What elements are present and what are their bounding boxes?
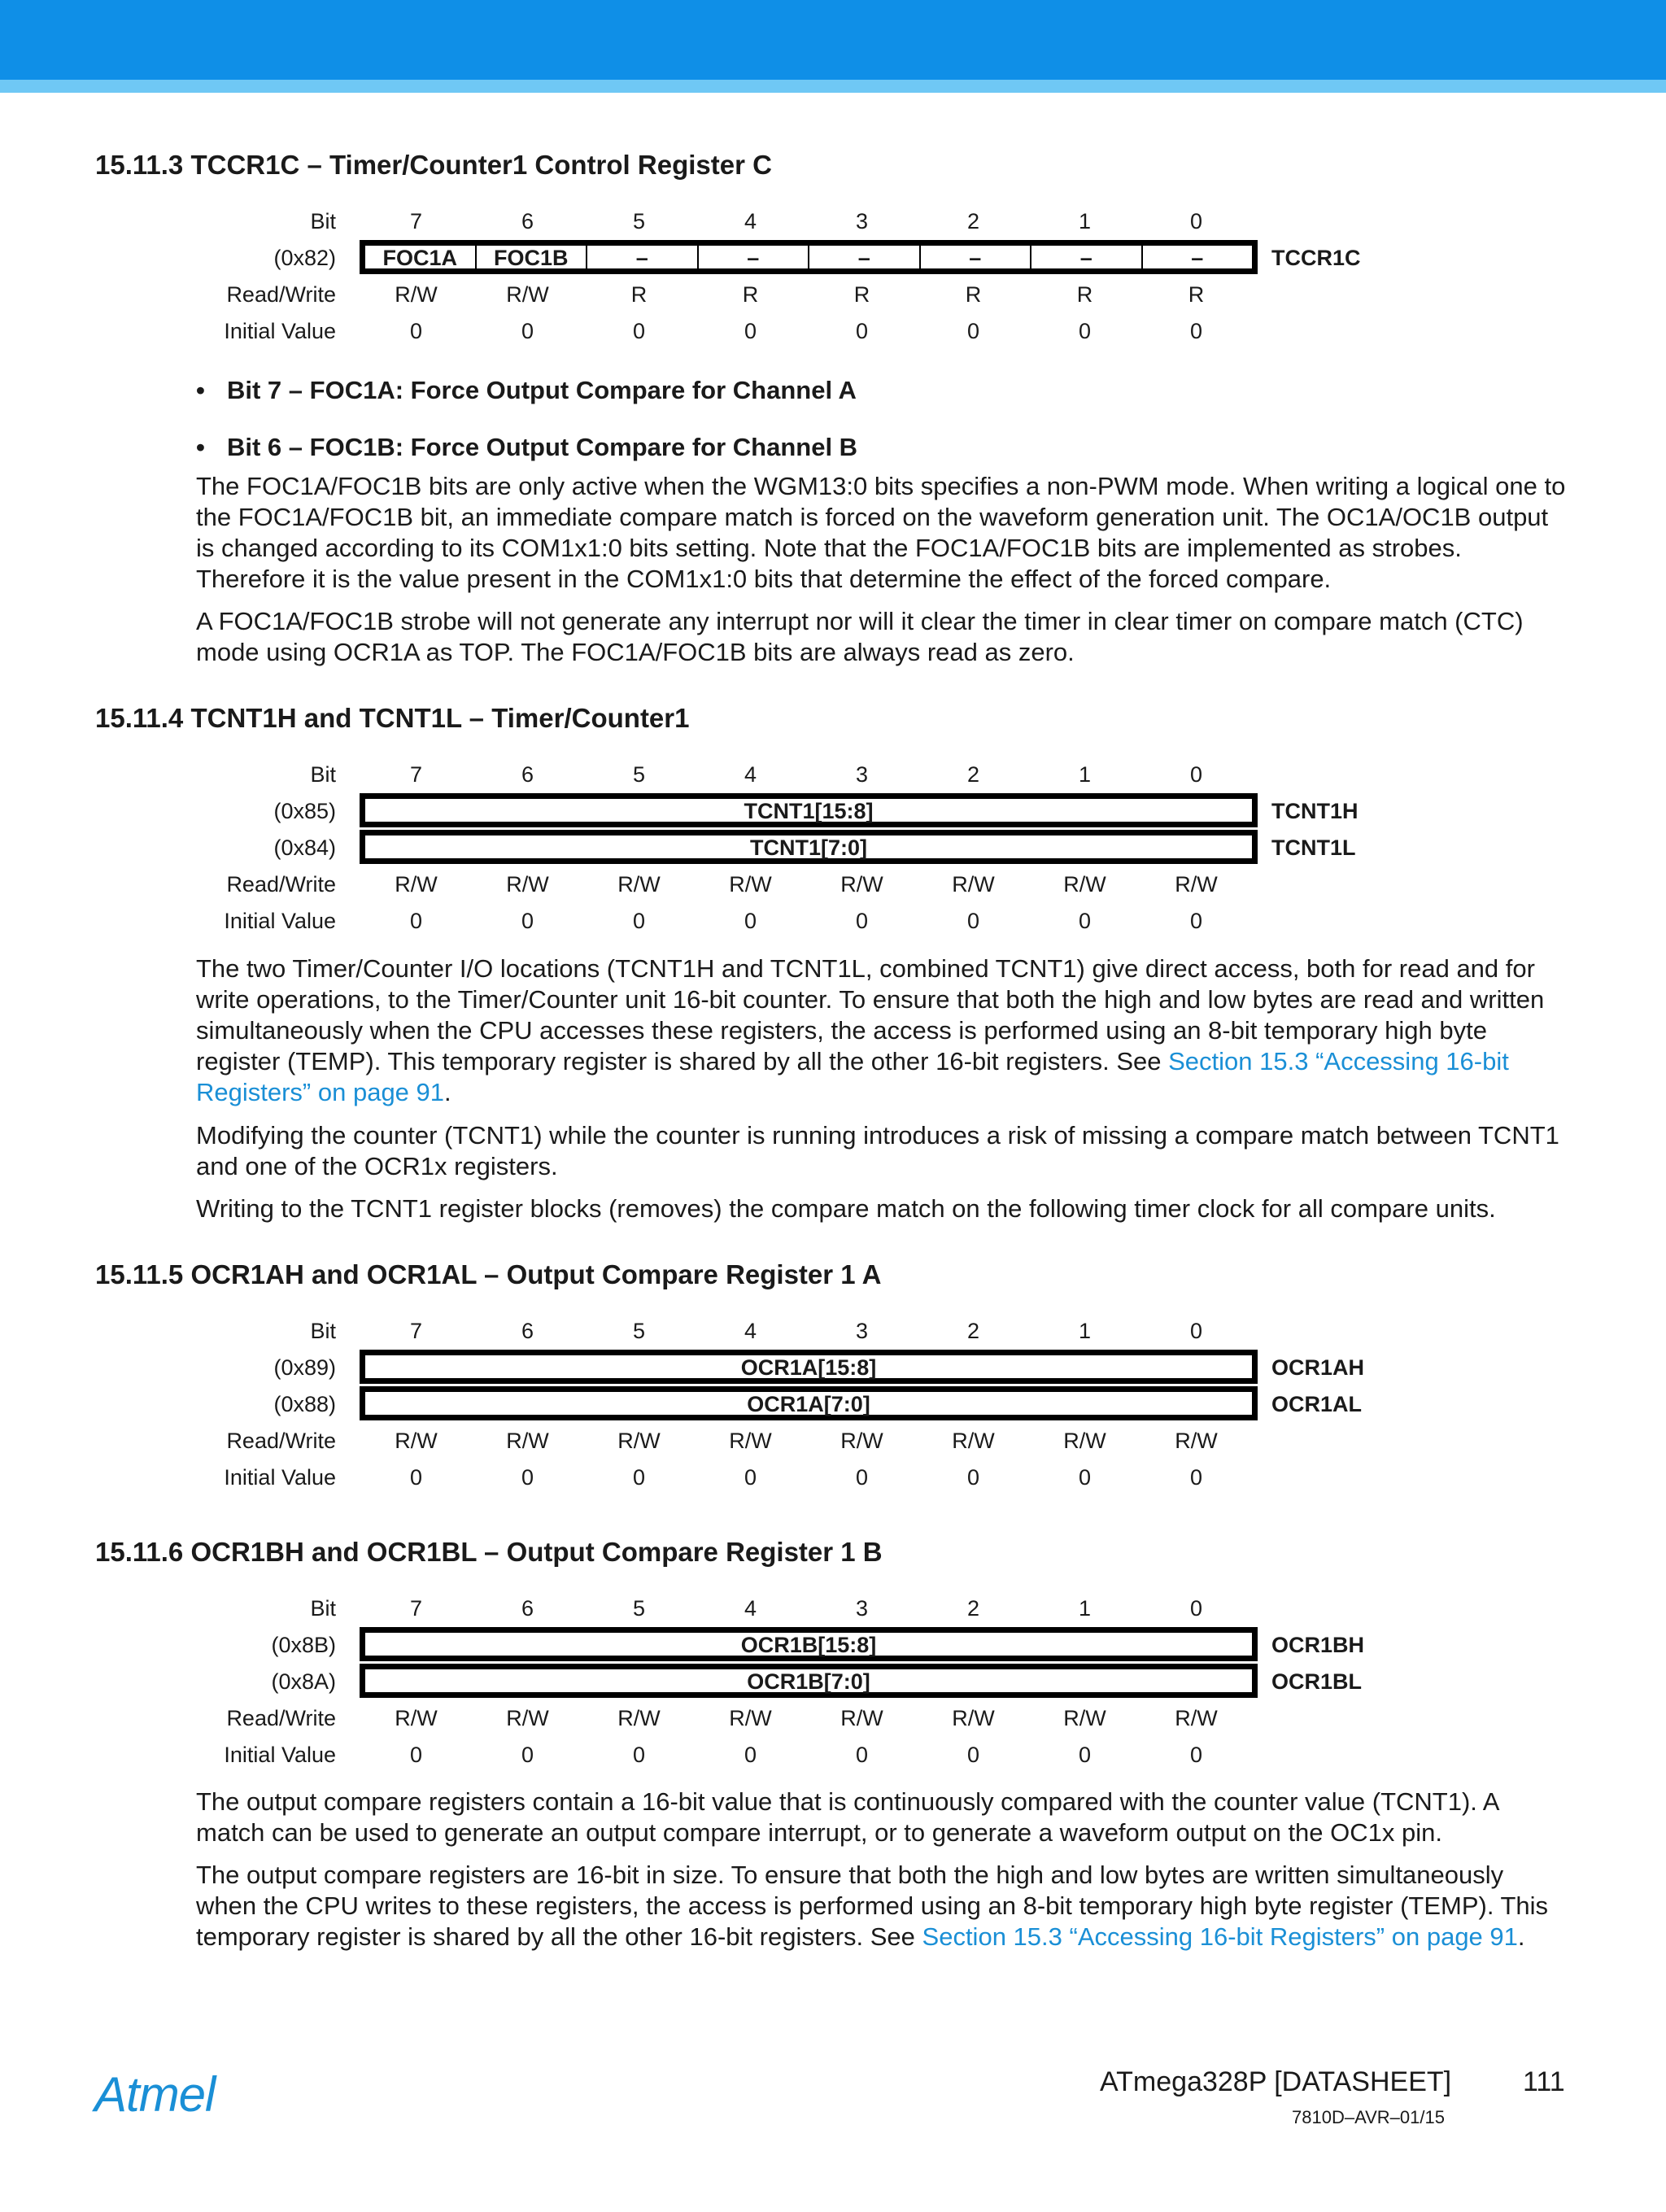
rw-value: R/W	[840, 872, 883, 897]
rw-value: R/W	[395, 1706, 438, 1730]
bit-number: 3	[855, 1319, 869, 1343]
register-name: TCCR1C	[1271, 246, 1361, 270]
init-value: 0	[521, 1465, 534, 1490]
bit-field: –	[587, 246, 699, 268]
header-bar	[0, 0, 1666, 80]
bit-number: 7	[409, 1596, 423, 1621]
bit-number: 1	[1078, 762, 1092, 787]
rw-value: R	[1188, 282, 1205, 307]
section-heading-ocr1b: 15.11.6 OCR1BH and OCR1BL – Output Compare Register 1 B	[95, 1537, 883, 1567]
init-value: 0	[1078, 909, 1092, 933]
rw-value: R/W	[952, 1429, 995, 1453]
register-name: OCR1AH	[1271, 1355, 1365, 1380]
bit-field: –	[1031, 246, 1143, 268]
bit-number: 2	[966, 209, 980, 233]
bit-number: 7	[409, 1319, 423, 1343]
rw-row-label: Read/Write	[226, 1429, 336, 1453]
init-row-label: Initial Value	[224, 909, 336, 933]
rw-value: R/W	[1063, 872, 1106, 897]
paragraph: The FOC1A/FOC1B bits are only active when the WGM13:0 bits specifies a non-PWM mode. When writing a logical one to the FOC1A/FOC1B bit, an immediate compare match is forced on the waveform generation unit. The OC1A/OC1B output is changed according to its COM1x1:0 bits setting. Note that the FOC1A/FOC1B bits are implemented as strobes. Therefore it is the value present in the COM1x1:0 bits that determine the effect of the forced compare.	[196, 472, 1566, 593]
bit-number: 0	[1189, 209, 1203, 233]
bit-field: –	[699, 246, 810, 268]
init-value: 0	[966, 319, 980, 343]
section-heading-tcnt1: 15.11.4 TCNT1H and TCNT1L – Timer/Counter1	[95, 703, 690, 733]
rw-value: R	[742, 282, 759, 307]
rw-value: R/W	[395, 872, 438, 897]
paragraph: The output compare registers contain a 16-bit value that is continuously compared with the counter value (TCNT1). A match can be used to generate an output compare interrupt, or to generate a waveform output on the OC1x pin.	[196, 1787, 1498, 1847]
init-row-label: Initial Value	[224, 1743, 336, 1767]
bit-field: –	[921, 246, 1032, 268]
bit-number: 6	[521, 209, 534, 233]
register-field-high: TCNT1[15:8]	[360, 793, 1258, 827]
bit-number: 3	[855, 762, 869, 787]
register-name: OCR1AL	[1271, 1392, 1363, 1416]
rw-value: R/W	[729, 872, 772, 897]
bit-number: 2	[966, 762, 980, 787]
rw-value: R/W	[729, 1429, 772, 1453]
register-field-low: OCR1B[7:0]	[360, 1664, 1258, 1698]
init-value: 0	[966, 1743, 980, 1767]
bit-number: 6	[521, 1596, 534, 1621]
register-address: (0x88)	[273, 1392, 336, 1416]
init-value: 0	[632, 1465, 646, 1490]
bit-number: 0	[1189, 1596, 1203, 1621]
init-row-label: Initial Value	[224, 1465, 336, 1490]
bit-number: 6	[521, 762, 534, 787]
init-value: 0	[632, 1743, 646, 1767]
paragraph-end: .	[444, 1078, 451, 1106]
bit-row-label: Bit	[310, 762, 336, 787]
bit-number: 1	[1078, 1596, 1092, 1621]
init-value: 0	[1078, 319, 1092, 343]
bit-field: FOC1A	[365, 246, 477, 268]
register-field-high: OCR1A[15:8]	[360, 1350, 1258, 1384]
register-field-high: OCR1B[15:8]	[360, 1627, 1258, 1661]
bit-number: 0	[1189, 1319, 1203, 1343]
rw-value: R/W	[617, 1429, 661, 1453]
init-value: 0	[1078, 1465, 1092, 1490]
bit-number: 4	[744, 209, 757, 233]
bit-number: 5	[632, 1319, 646, 1343]
rw-value: R/W	[1063, 1429, 1106, 1453]
init-value: 0	[744, 1743, 757, 1767]
init-value: 0	[632, 909, 646, 933]
bullet-marker: •	[196, 376, 205, 404]
paragraph-text: The two Timer/Counter I/O locations (TCNT1H and TCNT1L, combined TCNT1) give direct access, both for read and for write operations, to the Timer/Counter unit 16-bit counter. To ensure that both the high and low bytes are read and written simultaneously when the CPU accesses these registers, the access is performed using an 8-bit temporary high byte register (TEMP). This temporary register is shared by all the other 16-bit registers. See	[196, 954, 1545, 1075]
init-value: 0	[521, 909, 534, 933]
bit-number: 1	[1078, 1319, 1092, 1343]
rw-value: R/W	[952, 872, 995, 897]
paragraph	[196, 953, 1567, 1108]
bit-row-label: Bit	[310, 1319, 336, 1343]
bit-number: 2	[966, 1596, 980, 1621]
bullet-bit7	[196, 376, 857, 405]
section-link[interactable]: Section 15.3 “Accessing 16-bit Registers” on page 91	[922, 1922, 1518, 1951]
rw-value: R	[1076, 282, 1093, 307]
init-value: 0	[521, 319, 534, 343]
init-value: 0	[855, 319, 869, 343]
init-value: 0	[409, 1465, 423, 1490]
bullet-marker: •	[196, 433, 205, 461]
section-heading-ocr1a: 15.11.5 OCR1AH and OCR1AL – Output Compare Register 1 A	[95, 1259, 882, 1289]
init-value: 0	[744, 909, 757, 933]
paragraph: Modifying the counter (TCNT1) while the counter is running introduces a risk of missing a compare match between TCNT1 and one of the OCR1x registers.	[196, 1121, 1559, 1180]
register-address: (0x8B)	[271, 1633, 336, 1657]
bit-number: 4	[744, 1319, 757, 1343]
init-value: 0	[1189, 909, 1203, 933]
init-row-label: Initial Value	[224, 319, 336, 343]
bit-number: 4	[744, 762, 757, 787]
footer-page-number: 111	[1523, 2066, 1565, 2097]
bit-field: FOC1B	[477, 246, 588, 268]
rw-value: R/W	[729, 1706, 772, 1730]
init-value: 0	[632, 319, 646, 343]
bullet-text: Bit 6 – FOC1B: Force Output Compare for Channel B	[227, 433, 858, 461]
bit-number: 3	[855, 1596, 869, 1621]
rw-value: R/W	[1175, 872, 1218, 897]
register-name: OCR1BH	[1271, 1633, 1365, 1657]
bit-number: 1	[1078, 209, 1092, 233]
bit-row-label: Bit	[310, 209, 336, 233]
bit-number: 7	[409, 209, 423, 233]
rw-value: R/W	[395, 282, 438, 307]
init-value: 0	[744, 319, 757, 343]
register-table-tccr1c	[0, 207, 1666, 350]
register-address: (0x84)	[273, 835, 336, 860]
register-table-ocr1a	[0, 1317, 1666, 1496]
bit-number: 2	[966, 1319, 980, 1343]
bullet-text: Bit 7 – FOC1A: Force Output Compare for Channel A	[227, 376, 857, 404]
header-bar-edge	[0, 80, 1666, 93]
init-value: 0	[409, 1743, 423, 1767]
rw-value: R/W	[506, 872, 549, 897]
init-value: 0	[1189, 1465, 1203, 1490]
register-address: (0x82)	[273, 246, 336, 270]
rw-value: R/W	[1063, 1706, 1106, 1730]
rw-value: R/W	[395, 1429, 438, 1453]
bit-number: 5	[632, 1596, 646, 1621]
rw-value: R	[853, 282, 870, 307]
paragraph: A FOC1A/FOC1B strobe will not generate any interrupt nor will it clear the timer in clear timer on compare match (CTC) mode using OCR1A as TOP. The FOC1A/FOC1B bits are always read as zero.	[196, 607, 1524, 666]
rw-value: R/W	[952, 1706, 995, 1730]
rw-value: R/W	[506, 282, 549, 307]
init-value: 0	[409, 909, 423, 933]
bit-number: 7	[409, 762, 423, 787]
rw-value: R	[630, 282, 648, 307]
init-value: 0	[1078, 1743, 1092, 1767]
bit-row-label: Bit	[310, 1596, 336, 1621]
bit-field: –	[1191, 246, 1204, 270]
paragraph-end: .	[1517, 1922, 1525, 1951]
footer-document-code: 7810D–AVR–01/15	[1292, 2107, 1445, 2127]
bit-field: –	[809, 246, 921, 268]
section-link[interactable]: Section 15.3 “Accessing 16-bit Registers” on page 91	[196, 1047, 1509, 1106]
init-value: 0	[855, 1743, 869, 1767]
rw-value: R/W	[506, 1706, 549, 1730]
rw-value: R/W	[617, 872, 661, 897]
rw-value: R/W	[506, 1429, 549, 1453]
rw-row-label: Read/Write	[226, 1706, 336, 1730]
section-heading-tccr1c: 15.11.3 TCCR1C – Timer/Counter1 Control Register C	[95, 150, 772, 180]
init-value: 0	[855, 909, 869, 933]
rw-row-label: Read/Write	[226, 872, 336, 897]
bullet-bit6	[196, 433, 857, 462]
rw-value: R/W	[840, 1706, 883, 1730]
rw-value: R/W	[617, 1706, 661, 1730]
paragraph: Writing to the TCNT1 register blocks (removes) the compare match on the following timer clock for all compare units.	[196, 1194, 1496, 1223]
bit-number: 0	[1189, 762, 1203, 787]
register-field-low: OCR1A[7:0]	[360, 1386, 1258, 1420]
init-value: 0	[409, 319, 423, 343]
init-value: 0	[521, 1743, 534, 1767]
rw-value: R/W	[840, 1429, 883, 1453]
bit-number: 6	[521, 1319, 534, 1343]
bit-number: 4	[744, 1596, 757, 1621]
footer-document-title: ATmega328P [DATASHEET]	[1100, 2066, 1452, 2097]
init-value: 0	[1189, 319, 1203, 343]
init-value: 0	[744, 1465, 757, 1490]
rw-value: R/W	[1175, 1429, 1218, 1453]
register-name: OCR1BL	[1271, 1669, 1363, 1694]
init-value: 0	[855, 1465, 869, 1490]
rw-value: R/W	[1175, 1706, 1218, 1730]
register-bit-fields	[360, 240, 1258, 274]
bit-number: 5	[632, 209, 646, 233]
rw-value: R	[965, 282, 982, 307]
init-value: 0	[1189, 1743, 1203, 1767]
rw-row-label: Read/Write	[226, 282, 336, 307]
register-address: (0x8A)	[271, 1669, 336, 1694]
paragraph	[196, 1860, 1567, 1952]
register-address: (0x89)	[273, 1355, 336, 1380]
register-name: TCNT1H	[1271, 799, 1359, 823]
register-table-tcnt1	[0, 761, 1666, 940]
init-value: 0	[966, 909, 980, 933]
atmel-logo: Atmel	[94, 2067, 216, 2122]
bit-number: 5	[632, 762, 646, 787]
init-value: 0	[966, 1465, 980, 1490]
register-address: (0x85)	[273, 799, 336, 823]
register-field-low: TCNT1[7:0]	[360, 830, 1258, 864]
register-name: TCNT1L	[1271, 835, 1356, 860]
paragraph-text: The output compare registers are 16-bit in size. To ensure that both the high and low bytes are written simultaneously when the CPU writes to these registers, the access is performed using an 8-bit temporary high byte register (TEMP). This temporary register is shared by all the other 16-bit registers. See	[196, 1861, 1549, 1951]
register-table-ocr1b	[0, 1595, 1666, 1774]
bit-number: 3	[855, 209, 869, 233]
